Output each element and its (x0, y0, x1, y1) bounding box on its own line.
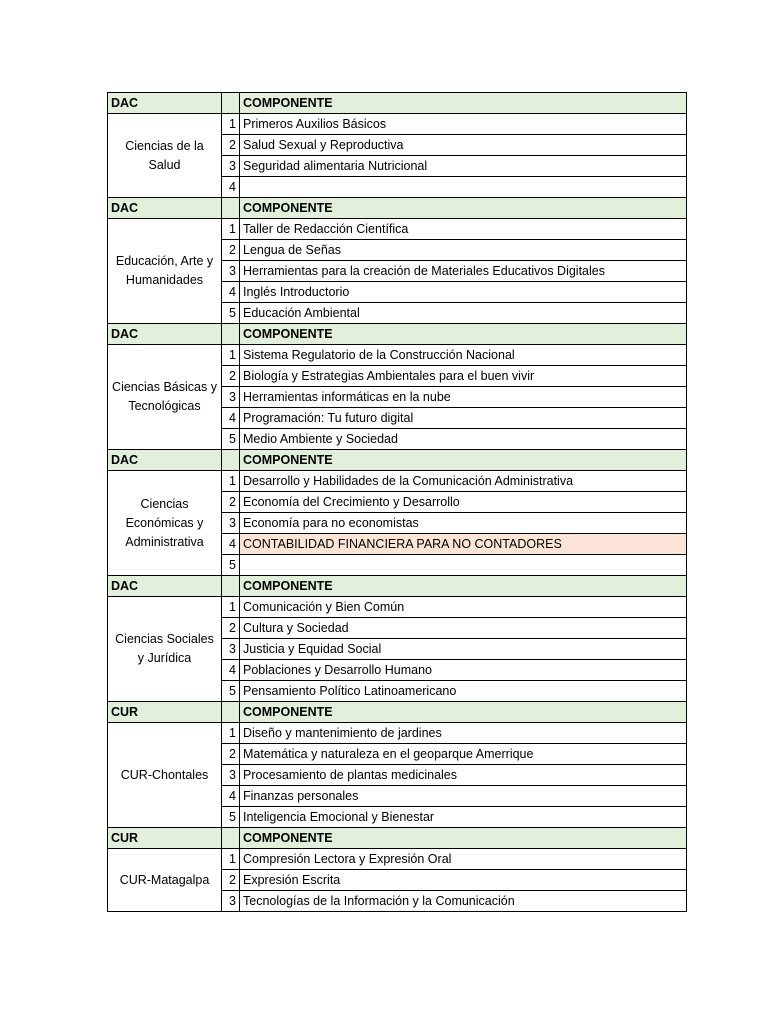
table-row (108, 471, 687, 492)
component-name: Cultura y Sociedad (240, 618, 687, 639)
section-header-row (108, 93, 687, 114)
area-name-cell: Ciencias Económicas y Administrativa (108, 471, 222, 576)
component-name: Comunicación y Bien Común (240, 597, 687, 618)
component-name: Matemática y naturaleza en el geoparque Amerrique (240, 744, 687, 765)
section-header-number-cell (222, 828, 240, 849)
row-number: 5 (222, 555, 240, 576)
section-label: DAC (108, 198, 222, 219)
section-header-row (108, 450, 687, 471)
area-name-cell: Ciencias de la Salud (108, 114, 222, 198)
components-table-body (108, 93, 687, 912)
table-row (108, 114, 687, 135)
component-name: Educación Ambiental (240, 303, 687, 324)
area-name-cell: Educación, Arte y Humanidades (108, 219, 222, 324)
component-name: Inglés Introductorio (240, 282, 687, 303)
table-row (108, 597, 687, 618)
row-number: 2 (222, 618, 240, 639)
component-name (240, 177, 687, 198)
row-number: 4 (222, 660, 240, 681)
row-number: 2 (222, 366, 240, 387)
component-name: Inteligencia Emocional y Bienestar (240, 807, 687, 828)
component-name: Compresión Lectora y Expresión Oral (240, 849, 687, 870)
component-name: Programación: Tu futuro digital (240, 408, 687, 429)
component-name: Diseño y mantenimiento de jardines (240, 723, 687, 744)
component-name: Seguridad alimentaria Nutricional (240, 156, 687, 177)
row-number: 3 (222, 387, 240, 408)
component-name: Biología y Estrategias Ambientales para el buen vivir (240, 366, 687, 387)
row-number: 4 (222, 786, 240, 807)
row-number: 2 (222, 870, 240, 891)
row-number: 3 (222, 639, 240, 660)
row-number: 1 (222, 219, 240, 240)
area-name-cell: Ciencias Sociales y Jurídica (108, 597, 222, 702)
table-row (108, 849, 687, 870)
row-number: 4 (222, 177, 240, 198)
section-header-number-cell (222, 93, 240, 114)
component-name: Desarrollo y Habilidades de la Comunicación Administrativa (240, 471, 687, 492)
section-label: DAC (108, 450, 222, 471)
row-number: 3 (222, 891, 240, 912)
component-name: Economía del Crecimiento y Desarrollo (240, 492, 687, 513)
table-row (108, 219, 687, 240)
section-header-row (108, 828, 687, 849)
row-number: 5 (222, 681, 240, 702)
component-name: Medio Ambiente y Sociedad (240, 429, 687, 450)
section-component-header: COMPONENTE (240, 198, 687, 219)
component-name: Economía para no economistas (240, 513, 687, 534)
row-number: 2 (222, 744, 240, 765)
component-name: Herramientas informáticas en la nube (240, 387, 687, 408)
component-name: Finanzas personales (240, 786, 687, 807)
section-label: DAC (108, 93, 222, 114)
row-number: 4 (222, 282, 240, 303)
component-name (240, 555, 687, 576)
section-header-number-cell (222, 198, 240, 219)
component-name: Taller de Redacción Científica (240, 219, 687, 240)
components-table (107, 92, 687, 912)
section-header-row (108, 702, 687, 723)
section-header-row (108, 198, 687, 219)
row-number: 2 (222, 135, 240, 156)
section-header-row (108, 324, 687, 345)
row-number: 2 (222, 492, 240, 513)
section-label: DAC (108, 576, 222, 597)
section-component-header: COMPONENTE (240, 324, 687, 345)
section-label: DAC (108, 324, 222, 345)
component-name: Tecnologías de la Información y la Comunicación (240, 891, 687, 912)
section-header-number-cell (222, 576, 240, 597)
row-number: 3 (222, 513, 240, 534)
section-component-header: COMPONENTE (240, 576, 687, 597)
table-row (108, 345, 687, 366)
section-header-number-cell (222, 450, 240, 471)
row-number: 3 (222, 156, 240, 177)
row-number: 4 (222, 534, 240, 555)
section-header-row (108, 576, 687, 597)
row-number: 5 (222, 429, 240, 450)
component-name: Sistema Regulatorio de la Construcción Nacional (240, 345, 687, 366)
row-number: 1 (222, 597, 240, 618)
section-component-header: COMPONENTE (240, 828, 687, 849)
component-name-highlighted: CONTABILIDAD FINANCIERA PARA NO CONTADORES (240, 534, 687, 555)
area-name-cell: CUR-Chontales (108, 723, 222, 828)
row-number: 2 (222, 240, 240, 261)
section-component-header: COMPONENTE (240, 702, 687, 723)
table-row (108, 723, 687, 744)
section-component-header: COMPONENTE (240, 450, 687, 471)
row-number: 3 (222, 261, 240, 282)
component-name: Expresión Escrita (240, 870, 687, 891)
section-component-header: COMPONENTE (240, 93, 687, 114)
row-number: 1 (222, 723, 240, 744)
row-number: 1 (222, 849, 240, 870)
component-name: Primeros Auxilios Básicos (240, 114, 687, 135)
component-name: Lengua de Señas (240, 240, 687, 261)
component-name: Justicia y Equidad Social (240, 639, 687, 660)
section-label: CUR (108, 828, 222, 849)
row-number: 1 (222, 114, 240, 135)
row-number: 5 (222, 807, 240, 828)
row-number: 1 (222, 471, 240, 492)
component-name: Procesamiento de plantas medicinales (240, 765, 687, 786)
section-label: CUR (108, 702, 222, 723)
row-number: 5 (222, 303, 240, 324)
component-name: Pensamiento Político Latinoamericano (240, 681, 687, 702)
row-number: 4 (222, 408, 240, 429)
document-page (107, 92, 686, 912)
row-number: 1 (222, 345, 240, 366)
area-name-cell: CUR-Matagalpa (108, 849, 222, 912)
section-header-number-cell (222, 702, 240, 723)
component-name: Poblaciones y Desarrollo Humano (240, 660, 687, 681)
component-name: Salud Sexual y Reproductiva (240, 135, 687, 156)
section-header-number-cell (222, 324, 240, 345)
row-number: 3 (222, 765, 240, 786)
area-name-cell: Ciencias Básicas y Tecnológicas (108, 345, 222, 450)
component-name: Herramientas para la creación de Materiales Educativos Digitales (240, 261, 687, 282)
